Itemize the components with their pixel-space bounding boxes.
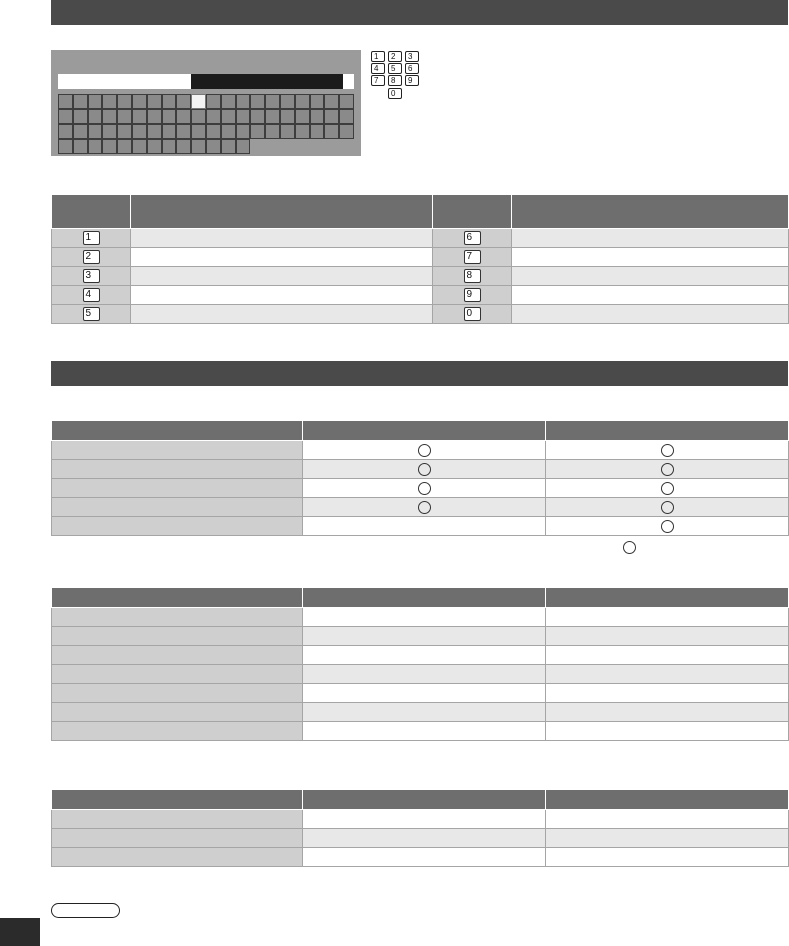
key-row [58, 94, 354, 109]
key-icon: 2 [83, 250, 100, 264]
table-cell [52, 286, 131, 305]
keyboard-key [265, 94, 280, 109]
table-cell [433, 305, 512, 324]
remote-key-0: 0 [388, 88, 402, 99]
keyboard-key [88, 124, 103, 139]
keyboard-key [191, 94, 206, 109]
supported-circle-icon [661, 501, 674, 514]
table-cell [303, 627, 546, 646]
keyboard-key [339, 94, 354, 109]
keyboard-key [102, 109, 117, 124]
supported-circle-icon [418, 463, 431, 476]
table-header-cell [433, 195, 512, 229]
support-table-body [52, 441, 789, 536]
table-header-row [52, 195, 789, 229]
keyboard-key [295, 109, 310, 124]
table-cell [433, 229, 512, 248]
keyboard-key [250, 124, 265, 139]
table-row [52, 286, 789, 305]
table-cell [303, 722, 546, 741]
keyboard-key [221, 139, 236, 154]
table-cell [546, 646, 789, 665]
keyboard-key [132, 94, 147, 109]
keyboard-key [88, 109, 103, 124]
keyboard-key [117, 124, 132, 139]
table-cell [52, 248, 131, 267]
format-table-body [52, 608, 789, 741]
table-cell [52, 479, 303, 498]
key-row [58, 124, 354, 139]
table-cell [546, 479, 789, 498]
section-header-bar [51, 0, 788, 25]
key-icon: 0 [464, 307, 481, 321]
table-row [52, 248, 789, 267]
remote-key-3: 3 [405, 51, 419, 62]
table-cell [546, 498, 789, 517]
remote-key-2: 2 [388, 51, 402, 62]
table-row [52, 517, 789, 536]
remote-key-9: 9 [405, 75, 419, 86]
table-cell [546, 627, 789, 646]
keyboard-key [147, 139, 162, 154]
supported-circle-icon [661, 463, 674, 476]
table-cell [52, 684, 303, 703]
table-cell [546, 684, 789, 703]
keyboard-key [324, 109, 339, 124]
keyboard-key [147, 94, 162, 109]
keyboard-key [221, 124, 236, 139]
table-header-cell [546, 588, 789, 608]
table-cell [131, 267, 433, 286]
note-label [51, 903, 120, 918]
keyboard-key [58, 109, 73, 124]
table-cell [52, 646, 303, 665]
keyboard-key [58, 139, 73, 154]
table-cell [512, 229, 789, 248]
table-cell [52, 305, 131, 324]
table-header-row [52, 790, 789, 810]
table-cell [52, 627, 303, 646]
table-cell [303, 829, 546, 848]
table-row [52, 646, 789, 665]
table-cell [512, 286, 789, 305]
table-row [52, 498, 789, 517]
table-row [52, 848, 789, 867]
keyboard-key [102, 139, 117, 154]
table-row [52, 627, 789, 646]
table-cell [546, 517, 789, 536]
keyboard-key [295, 124, 310, 139]
keyboard-key [162, 94, 177, 109]
supported-circle-icon [623, 541, 636, 554]
table-cell [303, 665, 546, 684]
table-cell [512, 305, 789, 324]
keyboard-key [206, 124, 221, 139]
keyboard-key [280, 109, 295, 124]
keyboard-key [310, 109, 325, 124]
table-cell [52, 665, 303, 684]
table-cell [546, 460, 789, 479]
table-cell [546, 848, 789, 867]
table-header-cell [52, 421, 303, 441]
keyboard-key [88, 94, 103, 109]
keyboard-key [176, 94, 191, 109]
table-cell [546, 810, 789, 829]
table-row [52, 608, 789, 627]
key-icon: 6 [464, 231, 481, 245]
keyboard-key [221, 94, 236, 109]
keyboard-key [147, 124, 162, 139]
format-table [51, 587, 789, 741]
keyboard-key [73, 94, 88, 109]
keyboard-key [265, 109, 280, 124]
keyboard-key [102, 94, 117, 109]
keyboard-key [73, 139, 88, 154]
keyboard-key [176, 139, 191, 154]
keyboard-key [206, 139, 221, 154]
table-header-row [52, 588, 789, 608]
keyboard-key [58, 94, 73, 109]
keyboard-key [132, 139, 147, 154]
table-cell [303, 460, 546, 479]
keyboard-key [176, 109, 191, 124]
supported-circle-icon [418, 501, 431, 514]
remote-key-7: 7 [371, 75, 385, 86]
table-cell [303, 441, 546, 460]
table-header-cell [52, 195, 131, 229]
keyboard-key [339, 124, 354, 139]
keyboard-key [117, 94, 132, 109]
keyboard-key [206, 94, 221, 109]
table-cell [303, 608, 546, 627]
keyboard-key [147, 109, 162, 124]
table-cell [433, 286, 512, 305]
table-header-row [52, 421, 789, 441]
table-cell [52, 517, 303, 536]
keyboard-key [162, 109, 177, 124]
remote-key-6: 6 [405, 63, 419, 74]
keyboard-key [206, 109, 221, 124]
table-cell [512, 267, 789, 286]
character-grid [58, 94, 354, 154]
keyboard-key [324, 124, 339, 139]
table-header-cell [52, 790, 303, 810]
page-tab [0, 918, 40, 946]
keyboard-key [162, 124, 177, 139]
supported-circle-icon [661, 482, 674, 495]
on-screen-keyboard [51, 50, 361, 156]
table-row [52, 829, 789, 848]
keyboard-key [250, 94, 265, 109]
table-header-cell [303, 588, 546, 608]
keyboard-key [280, 124, 295, 139]
table-header-cell [546, 790, 789, 810]
table-cell [52, 498, 303, 517]
table-row [52, 703, 789, 722]
table-row [52, 305, 789, 324]
keyboard-key [117, 139, 132, 154]
table-cell [303, 848, 546, 867]
supported-circle-icon [418, 444, 431, 457]
keyboard-key [339, 109, 354, 124]
remote-key-8: 8 [388, 75, 402, 86]
table-cell [433, 248, 512, 267]
section-header-bar [51, 361, 788, 386]
table-cell [546, 665, 789, 684]
key-icon: 1 [83, 231, 100, 245]
text-entry-field-highlight [191, 74, 343, 89]
keyboard-key [132, 124, 147, 139]
keyboard-key [191, 139, 206, 154]
table-cell [303, 498, 546, 517]
keyboard-key [58, 124, 73, 139]
table-cell [303, 646, 546, 665]
table-row [52, 665, 789, 684]
table-cell [52, 229, 131, 248]
remote-key-4: 4 [371, 63, 385, 74]
key-icon: 5 [83, 307, 100, 321]
table-cell [546, 703, 789, 722]
number-key-character-table [51, 194, 789, 324]
format-table-body [52, 810, 789, 867]
table-cell [52, 441, 303, 460]
table-cell [52, 608, 303, 627]
table-row [52, 722, 789, 741]
support-table [51, 420, 789, 536]
table-cell [303, 517, 546, 536]
table-cell [131, 305, 433, 324]
remote-number-keys [371, 51, 423, 101]
key-icon: 9 [464, 288, 481, 302]
keyboard-key [310, 94, 325, 109]
table-header-cell [303, 790, 546, 810]
table-cell [52, 722, 303, 741]
table-header-cell [303, 421, 546, 441]
keyboard-key [310, 124, 325, 139]
table-cell [52, 810, 303, 829]
keyboard-key [295, 94, 310, 109]
keyboard-key [236, 124, 251, 139]
key-icon: 4 [83, 288, 100, 302]
keyboard-key [221, 109, 236, 124]
table-cell [52, 267, 131, 286]
table-cell [512, 248, 789, 267]
keyboard-key [88, 139, 103, 154]
table-header-cell [512, 195, 789, 229]
keyboard-key [117, 109, 132, 124]
table-cell [546, 608, 789, 627]
key-icon: 8 [464, 269, 481, 283]
keyboard-key [176, 124, 191, 139]
keyboard-key [191, 109, 206, 124]
table-cell [131, 248, 433, 267]
table-header-cell [131, 195, 433, 229]
table-cell [433, 267, 512, 286]
keyboard-key [73, 109, 88, 124]
keyboard-key [191, 124, 206, 139]
table-header-cell [52, 588, 303, 608]
keyboard-key [265, 124, 280, 139]
supported-circle-icon [418, 482, 431, 495]
supported-circle-icon [661, 520, 674, 533]
remote-key-1: 1 [371, 51, 385, 62]
table-row [52, 684, 789, 703]
table-cell [131, 229, 433, 248]
keyboard-key [236, 139, 251, 154]
table-cell [131, 286, 433, 305]
table-cell [52, 829, 303, 848]
table-row [52, 479, 789, 498]
keyboard-key [250, 109, 265, 124]
keyboard-key [324, 94, 339, 109]
supported-circle-icon [661, 444, 674, 457]
table-cell [52, 703, 303, 722]
key-row [58, 109, 354, 124]
key-icon: 7 [464, 250, 481, 264]
table-row [52, 229, 789, 248]
table-cell [546, 441, 789, 460]
remote-key-5: 5 [388, 63, 402, 74]
keyboard-key [162, 139, 177, 154]
table-cell [303, 684, 546, 703]
keyboard-key [280, 94, 295, 109]
table-cell [52, 460, 303, 479]
table-header-cell [546, 421, 789, 441]
table-row [52, 810, 789, 829]
key-icon: 3 [83, 269, 100, 283]
table-cell [303, 810, 546, 829]
table-row [52, 441, 789, 460]
table-cell [303, 703, 546, 722]
keyboard-key [73, 124, 88, 139]
keyboard-key [132, 109, 147, 124]
keyboard-key [102, 124, 117, 139]
table-cell [303, 479, 546, 498]
table-cell [52, 848, 303, 867]
format-table [51, 789, 789, 867]
keyboard-key [236, 109, 251, 124]
key-row [58, 139, 354, 154]
table-cell [546, 829, 789, 848]
table-row [52, 460, 789, 479]
table-row [52, 267, 789, 286]
table-cell [546, 722, 789, 741]
keyboard-key [236, 94, 251, 109]
